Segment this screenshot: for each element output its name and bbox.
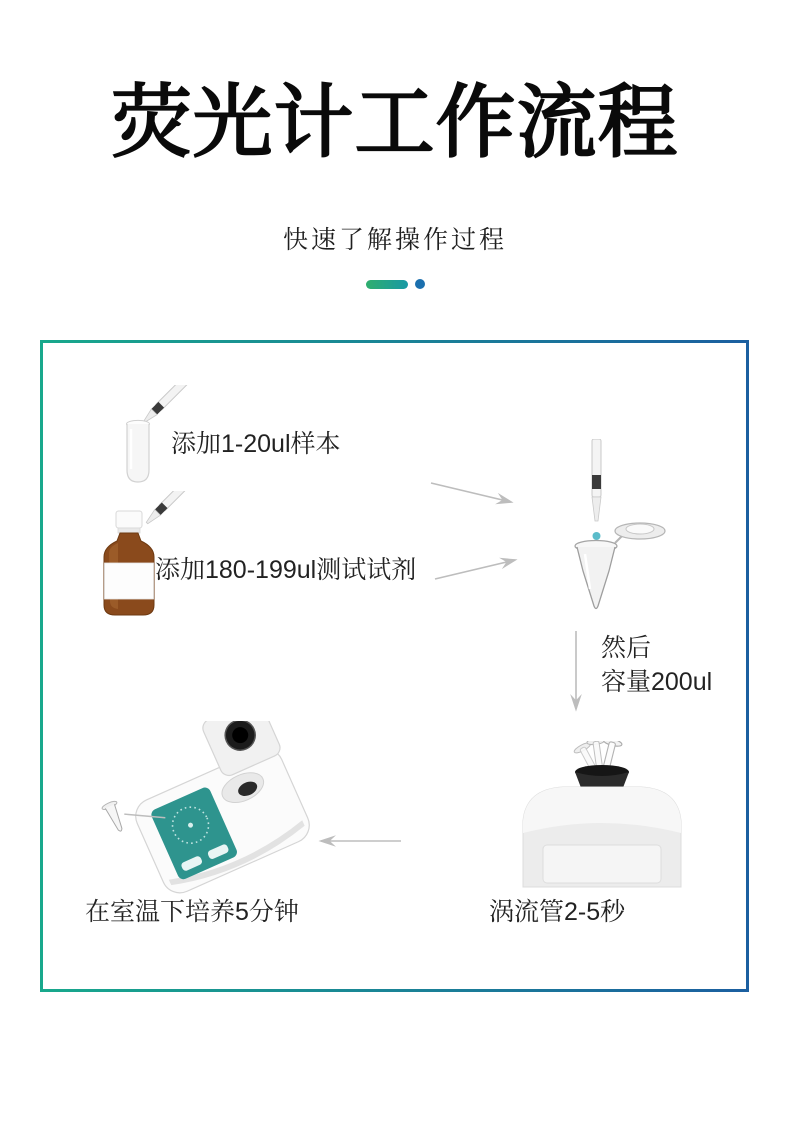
step-1-label: 添加1-20ul样本 — [171, 430, 341, 458]
step-3-label — [601, 631, 712, 699]
divider-dash-icon — [366, 280, 408, 289]
page-title: 荧光计工作流程 — [111, 75, 679, 169]
workflow-diagram-frame — [40, 340, 749, 992]
arrow-sample-to-tube — [431, 483, 511, 502]
title-divider — [0, 279, 790, 289]
arrow-reagent-to-tube — [435, 560, 515, 579]
step-3-label-line2: 容量200ul — [601, 668, 713, 696]
divider-dot-icon — [415, 279, 425, 289]
page-subtitle: 快速了解操作过程 — [282, 226, 507, 254]
step-2-label: 添加180-199ul测试试剂 — [155, 556, 417, 584]
vortex-mixer-icon — [503, 741, 703, 889]
fluorometer-icon — [89, 721, 344, 901]
microcentrifuge-tube-with-pipette-icon — [541, 439, 676, 619]
step-4-label: 涡流管2-5秒 — [489, 898, 626, 926]
step-3-label-line1: 然后 — [601, 634, 652, 662]
step-5-label: 在室温下培养5分钟 — [85, 898, 299, 926]
